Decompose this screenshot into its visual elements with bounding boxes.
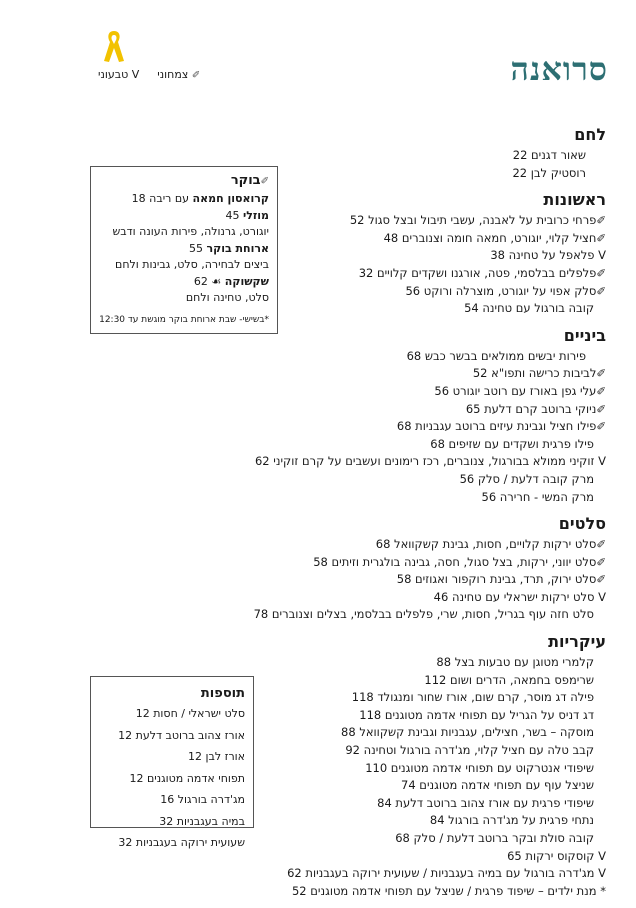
menu-item: ✐ניוקי ברוטב קרם דלעת 65 — [465, 401, 606, 416]
menu-item: V קוסקוס ירקות 65 — [507, 848, 606, 863]
legend-vegetarian: ✐ צמחוני — [157, 68, 201, 81]
breakfast-item — [91, 257, 269, 274]
breakfast-item-name: קרואסון חמאה — [192, 192, 269, 205]
breakfast-item-detail: ☙ 62 — [193, 274, 225, 288]
extra-item: אורז לבן 12 — [188, 750, 245, 763]
section-title: ביניים — [563, 325, 606, 345]
menu-item: קובה בורגול עם טחינה 54 — [464, 301, 594, 316]
breakfast-item-detail: סלט, טחינה ולחם — [185, 291, 269, 304]
menu-item: שיפודי אנטרקוט עם תפוחי אדמה מטוגנים 110 — [365, 760, 594, 775]
menu-item: ✐פרחי כרובית על לאבנה, עשבי תיבול ובצל סגול 52 — [349, 213, 606, 228]
breakfast-item-name: מוזלי — [242, 208, 269, 222]
extras-title: תוספות — [200, 686, 245, 701]
section-title: עיקריות — [548, 632, 606, 652]
menu-section — [186, 514, 606, 624]
menu-item: שרימפס בחמאה, הדרים ושום 112 — [424, 672, 594, 687]
extra-item: אורז צהוב ברוטב דלעת 12 — [118, 728, 245, 742]
menu-item: מרק קובה דלעת / סלק 56 — [459, 471, 594, 486]
menu-item: רוסטיק לבן 22 — [512, 165, 586, 180]
breakfast-item-name: ארוחת בוקר — [206, 241, 269, 255]
menu-item: קלמרי מטוגן עם טבעות בצל 88 — [436, 655, 594, 670]
menu-item: נתחי פרגית על מג'דרה בורגול 84 — [429, 813, 594, 828]
breakfast-item-detail: עם ריבה 18 — [131, 192, 193, 205]
menu-item: שניצל עוף עם תפוחי אדמה מטוגנים 74 — [401, 778, 594, 793]
menu-item: ✐סלק אפוי על יוגורט, מוצרלה ורוקט 56 — [405, 283, 606, 298]
menu-item: ✐פילו חציל וגבינת עיזים ברוטב עגבניות 68 — [396, 419, 606, 434]
menu-item: פירות יבשים ממולאים בבשר כבש 68 — [406, 348, 586, 363]
menu-item: מוסקה – בשר, חצילים, עגבניות וגבינת קשקוואל 88 — [341, 725, 594, 740]
menu-item: * מנת ילדים – שיפוד פרגית / שניצל עם תפוחי אדמה מטוגנים 52 — [291, 883, 606, 898]
extra-item: שעועית ירוקה בעגבניות 32 — [118, 836, 245, 849]
menu-item: מרק המשי - חרירה 56 — [481, 489, 594, 504]
breakfast-item — [91, 224, 269, 241]
extra-item: סלט ישראלי / חסות 12 — [135, 707, 245, 720]
legend-vegan: V טבעוני — [98, 68, 140, 81]
menu-item: V פלאפל על טחינה 38 — [490, 248, 606, 263]
breakfast-item — [91, 208, 269, 225]
menu-item: ✐סלט ירקות קלויים, חסות, גבינת קשקוואל 68 — [375, 537, 606, 552]
menu-item: ✐פלפלים בבלסמי, פטה, אורגנו ושקדים קלויים 32 — [358, 265, 606, 280]
menu-item: V זוקיני ממולא בבורגול, צנוברים, רכז רימונים ועשבים על קרם זוקיני 62 — [254, 454, 606, 469]
breakfast-item-name: שקשוקה — [224, 274, 269, 288]
menu-item: ✐עלי גפן באורז עם רוטב יוגורט 56 — [434, 383, 606, 398]
menu-item: דג דניס על הגריל עם תפוחי אדמה מטוגנים 118 — [359, 707, 594, 722]
breakfast-item-detail: יוגורט, גרנולה, פירות העונה ודבש — [112, 225, 269, 238]
menu-item: V מג'דרה בורגול עם במיה בעגבניות / שעועית ירוקה בעגבניות 62 — [287, 866, 606, 881]
extra-item: תפוחי אדמה מטוגנים 12 — [129, 771, 245, 785]
menu-item: שיפודי פרגית עם אורז צהוב ברוטב דלעת 84 — [377, 795, 594, 810]
yellow-ribbon-icon — [100, 28, 128, 64]
breakfast-title: ✐בוקר — [230, 173, 269, 188]
menu-item: ✐לביבות כרישה ותפו"א 52 — [472, 366, 606, 381]
extra-item: מג'דרה בורגול 16 — [160, 793, 245, 806]
section-title: לחם — [574, 125, 606, 144]
menu-item: סלט חזה עוף בגריל, חסות, שרי, פלפלים בבלסמי, בצלים וצנוברים 78 — [253, 607, 594, 622]
menu-item: פילו פרגית ושקדים עם שזיפים 68 — [430, 436, 594, 451]
breakfast-box — [90, 166, 278, 334]
extras-box — [90, 676, 254, 849]
menu-item: V סלט ירקות ישראלי עם טחינה 46 — [433, 589, 606, 604]
restaurant-title: סרואנה — [510, 50, 608, 88]
menu-item: שאור דגנים 22 — [512, 148, 586, 162]
menu-item: פילה דג מוסר, קרם שום, אורז שחור ומנגולד 118 — [351, 690, 594, 705]
menu-item: ✐סלט ירוק, תרד, גבינת רוקפור ואגוזים 58 — [396, 572, 606, 587]
breakfast-note: *בשישי- שבת ארוחת בוקר מוגשת עד 12:30 — [99, 314, 269, 325]
menu-item: קובה סולת ובקר ברוטב דלעת / סלק 68 — [395, 831, 594, 845]
menu-item: קבב טלה עם חציל קלוי, מג'דרה בורגול וטחינה 92 — [345, 743, 594, 758]
breakfast-item — [91, 191, 269, 208]
section-title: ראשונות — [543, 190, 606, 210]
breakfast-item — [91, 274, 269, 291]
section-title: סלטים — [558, 514, 606, 534]
breakfast-item-detail: 45 — [225, 208, 243, 222]
leaf-icon: ✐ — [191, 70, 201, 81]
menu-item: ✐סלט יווני, ירקות, בצל סגול, חסה, גבינה בולגרית וזיתים 58 — [313, 554, 606, 569]
menu-item: ✐חציל קלוי, יוגורט, חמאה חומה וצנוברים 48 — [383, 230, 606, 245]
breakfast-item-detail: ביצים לבחירה, סלט, גבינות ולחם — [115, 258, 269, 271]
extra-item: במיה בעגבניות 32 — [159, 814, 245, 828]
leaf-icon: ✐ — [260, 176, 269, 187]
menu-section — [186, 326, 606, 506]
diet-legend — [98, 68, 200, 81]
breakfast-item — [91, 241, 269, 258]
breakfast-item — [91, 290, 269, 307]
breakfast-item-detail: 55 — [188, 241, 207, 255]
